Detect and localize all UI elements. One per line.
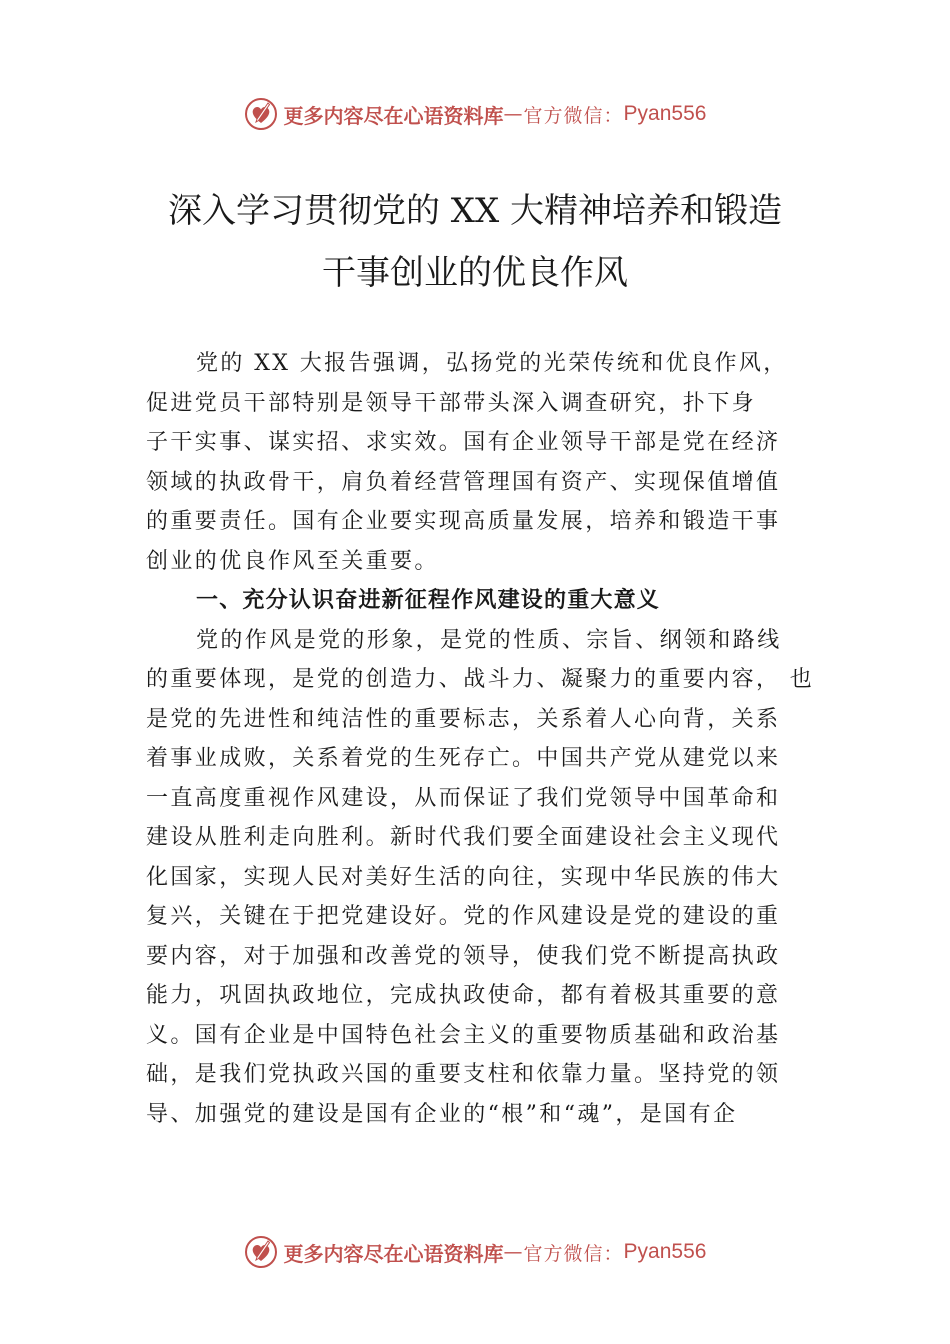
paragraph-line: 的重要体现，是党的创造力、战斗力、凝聚力的重要内容， 也 — [146, 667, 815, 692]
paragraph-line: 党的 XX 大报告强调，弘扬党的光荣传统和优良作风， — [196, 351, 788, 376]
paragraph-line: 党的作风是党的形象，是党的性质、宗旨、纲领和路线 — [196, 627, 782, 653]
paragraph-line: 导、加强党的建设是国有企业的“根”和“魂”，是国有企 — [146, 1101, 738, 1127]
title-line-1: 深入学习贯彻党的 XX 大精神培养和锻造 — [167, 191, 783, 231]
banner-main-text: 更多内容尽在心语资料库 — [283, 103, 504, 128]
paragraph-line: 化国家，实现人民对美好生活的向往，实现中华民族的伟大 — [146, 864, 781, 890]
paragraph-line: 是党的先进性和纯洁性的重要标志，关系着人心向背，关系 — [146, 706, 781, 732]
banner-wechat-label: 官方微信： — [523, 1242, 624, 1265]
paragraph-line: 能力，巩固执政地位，完成执政使命，都有着极其重要的意 — [146, 983, 781, 1008]
paragraph-intro — [146, 344, 815, 1134]
paragraph-line: 着事业成败，关系着党的生死存亡。中国共产党从建党以来 — [146, 746, 781, 771]
paragraph-line: 复兴，关键在于把党建设好。党的作风建设是党的建设的重 — [146, 904, 781, 929]
banner-wechat-label: 官方微信： — [523, 104, 624, 127]
title-line-2: 干事创业的优良作风 — [322, 253, 628, 293]
banner-wechat-id: Pyan556 — [623, 1240, 707, 1263]
banner-wechat-id: Pyan556 — [623, 102, 707, 125]
paragraph-line: 子干实事、谋实招、求实效。国有企业领导干部是党在经济 — [146, 430, 781, 455]
paragraph-line: 领域的执政骨干，肩负着经营管理国有资产、实现保值增值 — [146, 469, 781, 495]
footer-banner — [0, 1230, 950, 1274]
paragraph-line: 一直高度重视作风建设，从而保证了我们党领导中国革命和 — [146, 785, 781, 811]
banner-dash: — — [503, 1241, 524, 1263]
paragraph-line: 的重要责任。国有企业要实现高质量发展，培养和锻造干事 — [146, 509, 781, 534]
document-title — [0, 180, 950, 304]
heart-pen-logo-icon — [244, 97, 278, 131]
paragraph-line: 创业的优良作风至关重要。 — [146, 548, 439, 574]
paragraph-line: 础，是我们党执政兴国的重要支柱和依靠力量。坚持党的领 — [146, 1062, 781, 1087]
paragraph-line: 建设从胜利走向胜利。新时代我们要全面建设社会主义现代 — [146, 825, 781, 850]
heart-pen-logo-icon — [244, 1235, 278, 1269]
banner-dash: — — [503, 103, 524, 125]
header-banner — [0, 92, 950, 136]
paragraph-line: 义。国有企业是中国特色社会主义的重要物质基础和政治基 — [146, 1022, 781, 1048]
banner-main-text: 更多内容尽在心语资料库 — [283, 1241, 504, 1266]
paragraph-line: 要内容，对于加强和改善党的领导，使我们党不断提高执政 — [146, 943, 781, 969]
section-heading: 一、充分认识奋进新征程作风建设的重大意义 — [196, 588, 661, 613]
paragraph-line: 促进党员干部特别是领导干部带头深入调查研究，扑下身 — [146, 390, 757, 416]
